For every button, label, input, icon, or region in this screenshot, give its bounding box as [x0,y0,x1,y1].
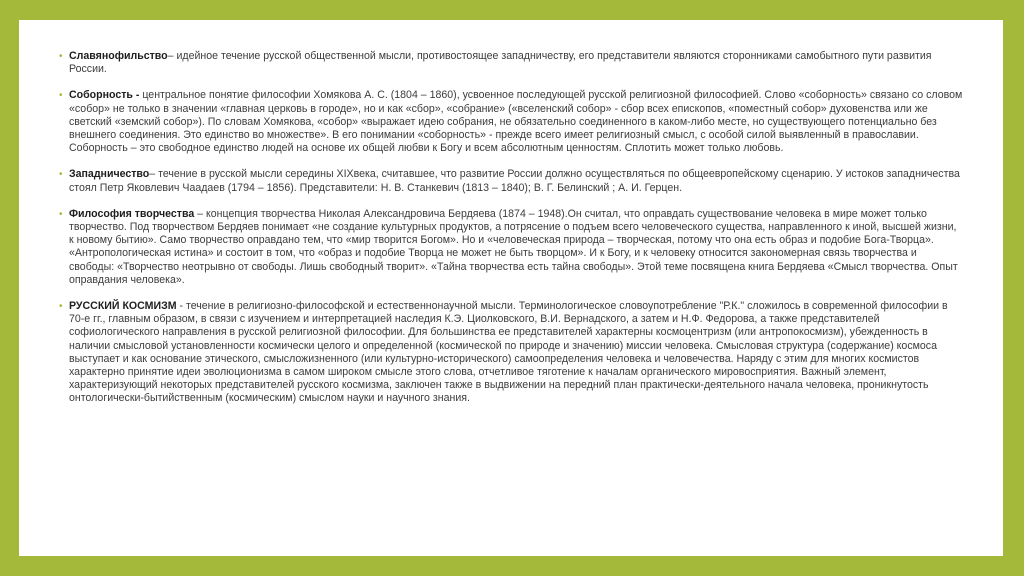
bullet-icon: • [59,90,63,102]
list-item-russian-cosmism [59,300,963,406]
bullet-icon: • [59,208,63,220]
term-definition: - течение в религиозно-философской и естественнонаучной мысли. Терминологическое словоупотребление "Р.К." сложилось в современной философии в 70-е гг., главным образом, в связи с изучением и интерпретацией наследия К.Э. Циолковского, В.И. Вернадского, а затем и Н.Ф. Федорова, а также представителей софиологического направления в русской религиозной философии. Для большинства ее представителей характерны космоцентризм (или антропокосмизм), убежденность в наличии смысловой установленности космически целого и определенной (космической по природе и значению) миссии человека. Смысловая структура (содержание) космоса выступает и как основание этического, смысложизненного (или культурно-исторического) самоопределения человека и человечества. Наряду с этим для многих космистов характерно принятие идеи эволюционизма в самом широком смысле этого слова, отчетливое тяготение к началам органического мировосприятия. Важный элемент, характеризующий некоторых представителей русского космизма, заключен также в выдвижении на передний план практически-деятельного начала человека, проникнутость онтологически-бытийственным (космическим) смыслом науки и научного знания. [69,300,948,405]
bullet-icon: • [59,169,63,181]
term-label: Славянофильство [69,50,168,62]
list-item-slavophilism [59,50,963,76]
term-label: Соборность - [69,89,140,102]
list-item-westernism [59,168,963,194]
term-label: Философия творчества [69,207,195,220]
slide [19,20,1003,556]
term-definition: – концепция творчества Николая Александровича Бердяева (1874 – 1948).Он считал, что оправдать существование человека в мире может только творчество. Под творчеством Бердяев понимает «не создание культурных продуктов, а потрясение о подъем всего человеческого существа, направленного к иной, высшей жизни, к новому бытию». Само творчество оправдано тем, что «мир творится Богом». Но и «человеческая природа – творческая, потому что она есть образ и подобие Бога-Творца». «Антропологическая истина» и состоит в том, что «образ и подобие Творца не может не быть творцом». И к Богу, и к человеку относится закономерная связь творчества и свободы: «Творчество неотрывно от свободы. Лишь свободный творит». «Тайна творчества есть тайна свободы». Этой теме посвящена книга Бердяева «Смысл творчества. Опыт оправдания человека». [69,207,958,286]
term-definition: – идейное течение русской общественной мысли, противостоящее западничеству, его представители являются сторонниками самобытного пути развития России. [69,50,932,76]
term-label: Западничество [69,168,150,181]
term-definition: центральное понятие философии Хомякова А. С. (1804 – 1860), усвоенное последующей русской религиозной философией. Слово «соборность» связано со словом «собор» не только в значении «главная церковь в городе», но и как «сбор», «собрание» («вселенский собор» - сбор всех епископов, «поместный собор» духовенства или же светский «земский собор»). По словам Хомякова, «собор» «выражает идею собрания, не обязательно соединенного в каком-либо месте, но существующего потенциально без внешнего соединения. Это единство во множестве». В его понимании «соборность» - прежде всего имеет религиозный смысл, с особой силой выявленный в православии. Соборность – это свободное единство людей на основе их общей любви к Богу и всем абсолютным ценностям. Сплотить может только любовь. [69,89,963,155]
term-label: РУССКИЙ КОСМИЗМ [69,300,177,313]
bullet-icon: • [59,301,63,313]
bullet-icon: • [59,51,63,62]
term-definition: – течение в русской мысли середины XIXвека, считавшее, что развитие России должно осуществляться по общеевропейскому сценарию. У истоков западничества стоял Петр Яковлевич Чаадаев (1794 – 1856). Представители: Н. В. Станкевич (1813 – 1840); В. Г. Белинский ; А. И. Герцен. [69,168,960,194]
list-item-sobornost [59,89,963,155]
list-item-philosophy-of-creativity [59,208,963,287]
